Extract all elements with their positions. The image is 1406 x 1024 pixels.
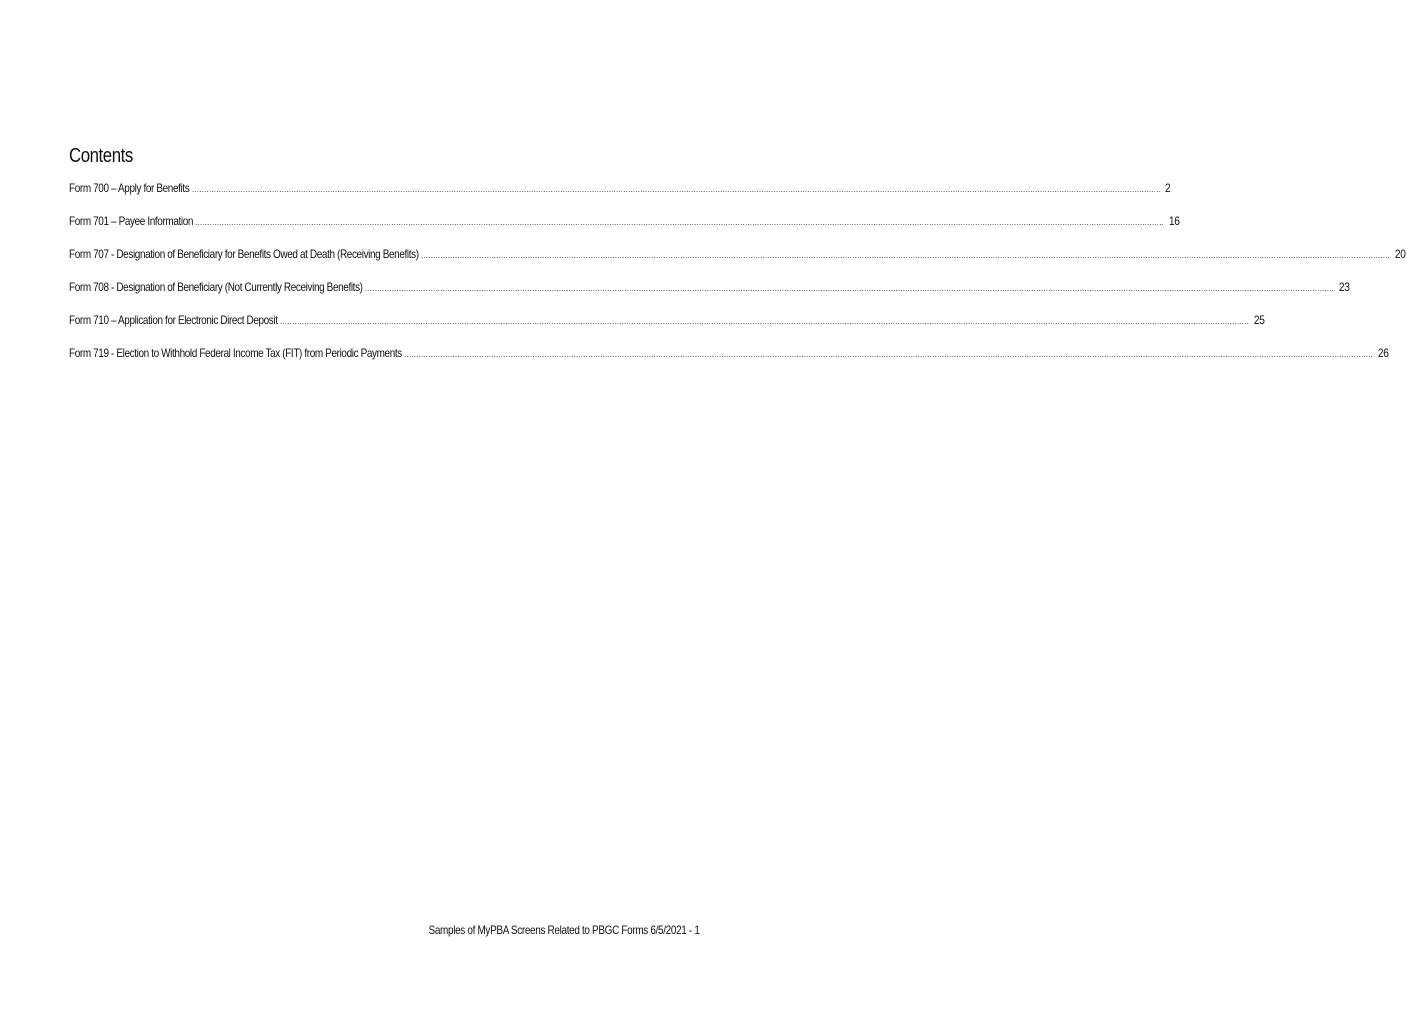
toc-entry-form-701[interactable] bbox=[69, 213, 1180, 246]
toc-entry-page-number: 16 bbox=[1168, 214, 1180, 228]
toc-entry-page-number: 20 bbox=[1394, 247, 1406, 261]
toc-heading: Contents bbox=[69, 145, 133, 167]
toc-entry-title-wrap bbox=[69, 345, 402, 362]
toc-entry-title-wrap bbox=[69, 246, 419, 263]
toc-entry-title: Form 719 - Election to Withhold Federal Income Tax (FIT) from Periodic Payments bbox=[69, 346, 402, 360]
toc-dot-leader: ................................................................................................................................................................................................................................................................................................................................................................................................................ bbox=[421, 251, 1391, 260]
toc-entry-title: Form 701 – Payee Information bbox=[69, 214, 194, 228]
toc-entry-title: Form 708 - Designation of Beneficiary (Not Currently Receiving Benefits) bbox=[69, 280, 363, 294]
toc-entry-form-719[interactable] bbox=[69, 345, 1389, 378]
toc-dot-leader: ................................................................................................................................................................................................................................................................................................................................................................................................................ bbox=[192, 185, 1162, 194]
toc-entry-form-710[interactable] bbox=[69, 312, 1265, 345]
toc-entry-title: Form 700 – Apply for Benefits bbox=[69, 181, 190, 195]
toc-entry-page-number: 26 bbox=[1377, 346, 1389, 360]
toc-entry-title-wrap bbox=[69, 312, 278, 329]
toc-dot-leader: ................................................................................................................................................................................................................................................................................................................................................................................................................ bbox=[195, 218, 1165, 227]
toc-entry-page-number: 25 bbox=[1253, 313, 1265, 327]
toc-entry-form-708[interactable] bbox=[69, 279, 1350, 312]
toc-entry-page-number: 23 bbox=[1338, 280, 1350, 294]
table-of-contents bbox=[69, 180, 1406, 378]
toc-entry-title: Form 710 – Application for Electronic Direct Deposit bbox=[69, 313, 278, 327]
toc-entry-title: Form 707 - Designation of Beneficiary for Benefits Owed at Death (Receiving Benefits) bbox=[69, 247, 419, 261]
toc-entry-title-wrap bbox=[69, 180, 190, 197]
toc-entry-form-707[interactable] bbox=[69, 246, 1406, 279]
toc-entry-title-wrap bbox=[69, 213, 193, 230]
toc-entry-page-number: 2 bbox=[1165, 181, 1171, 195]
toc-dot-leader: ................................................................................................................................................................................................................................................................................................................................................................................................................ bbox=[404, 350, 1374, 359]
toc-entry-form-700[interactable] bbox=[69, 180, 1171, 213]
page-footer: Samples of MyPBA Screens Related to PBGC Forms 6/5/2021 - 1 bbox=[428, 923, 700, 937]
toc-dot-leader: ................................................................................................................................................................................................................................................................................................................................................................................................................ bbox=[280, 317, 1250, 326]
toc-dot-leader: ................................................................................................................................................................................................................................................................................................................................................................................................................ bbox=[365, 284, 1335, 293]
toc-entry-title-wrap bbox=[69, 279, 363, 296]
